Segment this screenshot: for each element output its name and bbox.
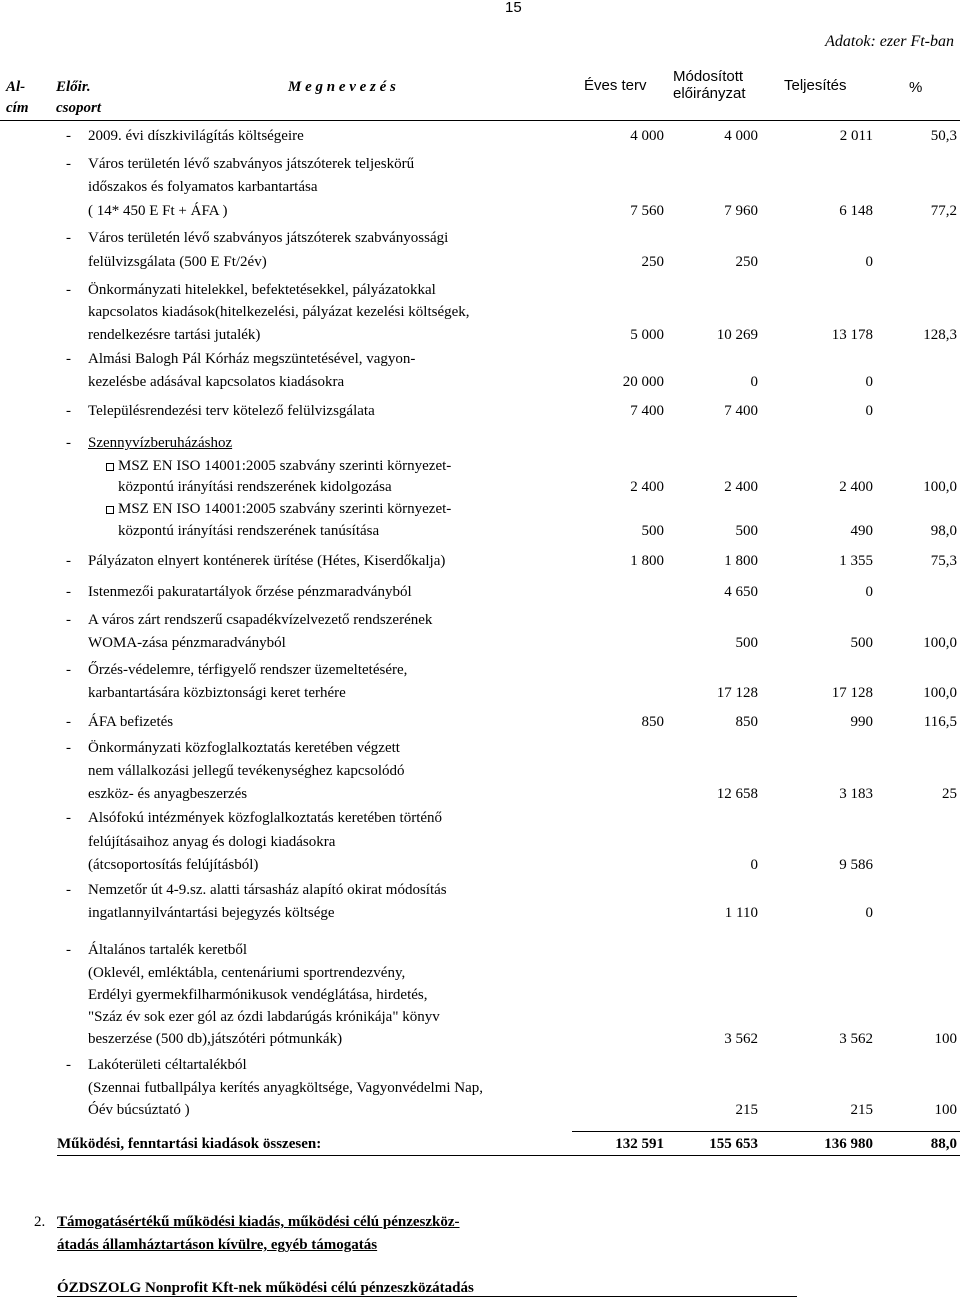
- row-text-line: Város területén lévő szabványos játszóterek teljeskörű: [88, 156, 415, 172]
- cell-modositott: 3 562: [724, 1031, 758, 1047]
- cell-eves-terv: 5 000: [630, 327, 664, 343]
- row-text-line: 2009. évi díszkivilágítás költségeire: [88, 128, 304, 144]
- row-text-line: Almási Balogh Pál Kórház megszüntetésével, vagyon-: [88, 351, 416, 367]
- header-teljesites: Teljesítés: [784, 77, 847, 94]
- row-text-line: Nemzetőr út 4-9.sz. alatti társasház alapító okirat módosítás: [88, 882, 447, 898]
- row-text-line: rendelkezésre tartási jutalék): [88, 327, 261, 343]
- cell-modositott: 2 400: [724, 479, 758, 495]
- row-text-line: A város zárt rendszerű csapadékvízelvezető rendszerének: [88, 612, 433, 628]
- cell-percent: 100,0: [923, 685, 957, 701]
- cell-eves-terv: 7 400: [630, 403, 664, 419]
- row-text-line: Településrendezési terv kötelező felülvizsgálata: [88, 403, 375, 419]
- cell-teljesites: 2 400: [839, 479, 873, 495]
- cell-teljesites: 1 355: [839, 553, 873, 569]
- cell-modositott: 250: [735, 254, 758, 270]
- cell-teljesites: 0: [865, 254, 873, 270]
- cell-modositott: 500: [735, 635, 758, 651]
- row-text-line: Óév búcsúztató ): [88, 1102, 190, 1118]
- cell-percent: 98,0: [930, 523, 957, 539]
- cell-percent: 128,3: [923, 327, 957, 343]
- cell-teljesites: 0: [865, 374, 873, 390]
- cell-eves-terv: 500: [641, 523, 664, 539]
- cell-modositott: 7 960: [724, 203, 758, 219]
- row-text-line: MSZ EN ISO 14001:2005 szabvány szerinti környezet-: [118, 501, 452, 517]
- row-text-line: WOMA-zása pénzmaradványból: [88, 635, 286, 651]
- cell-modositott: 1 110: [724, 905, 758, 921]
- cell-modositott: 4 650: [724, 584, 758, 600]
- cell-modositott: 12 658: [716, 786, 758, 802]
- total-modositott: 155 653: [709, 1136, 758, 1152]
- row-text-line: eszköz- és anyagbeszerzés: [88, 786, 248, 802]
- cell-teljesites: 0: [865, 905, 873, 921]
- cell-modositott: 10 269: [716, 327, 758, 343]
- row-text-line: Alsófokú intézmények közfoglalkoztatás keretében történő: [88, 810, 443, 826]
- total-label: Működési, fenntartási kiadások összesen:: [57, 1136, 322, 1152]
- cell-eves-terv: 2 400: [630, 479, 664, 495]
- cell-modositott: 17 128: [716, 685, 758, 701]
- header-eloir-2: csoport: [56, 100, 101, 116]
- row-dash: -: [66, 612, 71, 628]
- cell-eves-terv: 250: [641, 254, 664, 270]
- cell-teljesites: 6 148: [839, 203, 873, 219]
- page-number: 15: [505, 0, 522, 16]
- row-text-line: Őrzés-védelemre, térfigyelő rendszer üzemeltetésére,: [88, 662, 408, 678]
- row-text-line: Istenmezői pakuratartályok őrzése pénzmaradványból: [88, 584, 412, 600]
- row-dash: -: [66, 740, 71, 756]
- units-note: Adatok: ezer Ft-ban: [825, 33, 954, 50]
- cell-modositott: 500: [735, 523, 758, 539]
- row-text-line: Lakóterületi céltartalékból: [88, 1057, 247, 1073]
- cell-percent: 100,0: [923, 635, 957, 651]
- row-dash: -: [66, 403, 71, 419]
- row-text-line: felülvizsgálata (500 E Ft/2év): [88, 254, 267, 270]
- header-alcim-2: cím: [6, 100, 29, 116]
- section-number: 2.: [34, 1214, 46, 1230]
- row-text-line: Általános tartalék keretből: [88, 942, 248, 958]
- row-text-line: (Oklevél, emléktábla, centenáriumi sportrendezvény,: [88, 965, 406, 981]
- row-dash: -: [66, 584, 71, 600]
- cell-percent: 77,2: [930, 203, 957, 219]
- row-text-line: ÁFA befizetés: [88, 714, 174, 730]
- cell-eves-terv: 7 560: [630, 203, 664, 219]
- cell-teljesites: 9 586: [839, 857, 873, 873]
- row-dash: -: [66, 553, 71, 569]
- cell-modositott: 215: [735, 1102, 758, 1118]
- cell-modositott: 0: [750, 857, 758, 873]
- cell-percent: 100,0: [923, 479, 957, 495]
- row-text-line: Önkormányzati közfoglalkoztatás keretében végzett: [88, 740, 400, 756]
- row-dash: -: [66, 882, 71, 898]
- row-text-line: MSZ EN ISO 14001:2005 szabvány szerinti környezet-: [118, 458, 452, 474]
- total-eves-terv: 132 591: [615, 1136, 664, 1152]
- row-dash: -: [66, 351, 71, 367]
- row-text-line: beszerzése (500 db),játszótéri pótmunkák): [88, 1031, 343, 1047]
- cell-eves-terv: 20 000: [622, 374, 664, 390]
- row-text-line: kezelésbe adásával kapcsolatos kiadásokra: [88, 374, 345, 390]
- cell-modositott: 1 800: [724, 553, 758, 569]
- cell-teljesites: 17 128: [831, 685, 873, 701]
- header-alcim-1: Al-: [6, 79, 26, 95]
- cell-teljesites: 2 011: [839, 128, 873, 144]
- row-text-line: (Szennai futballpálya kerítés anyagköltsége, Vagyonvédelmi Nap,: [88, 1080, 484, 1096]
- cell-percent: 75,3: [930, 553, 957, 569]
- cell-teljesites: 3 183: [839, 786, 873, 802]
- row-dash: -: [66, 662, 71, 678]
- header-modositott-1: Módosított: [673, 68, 744, 85]
- total-teljesites: 136 980: [824, 1136, 873, 1152]
- row-text-line: felújításaihoz anyag és dologi kiadásokra: [88, 834, 336, 850]
- section-subtitle-rule: [57, 1296, 797, 1297]
- cell-teljesites: 215: [850, 1102, 873, 1118]
- header-eves-terv: Éves terv: [584, 77, 647, 94]
- total-percent: 88,0: [930, 1136, 957, 1152]
- cell-percent: 25: [942, 786, 957, 802]
- row-dash: -: [66, 942, 71, 958]
- row-text-line: (átcsoportosítás felújításból): [88, 857, 259, 873]
- cell-modositott: 850: [735, 714, 758, 730]
- row-text-line: Szennyvízberuházáshoz: [88, 435, 233, 451]
- row-text-line: ( 14* 450 E Ft + ÁFA ): [88, 203, 228, 219]
- row-text-line: nem vállalkozási jellegű tevékenységhez kapcsolódó: [88, 763, 405, 779]
- cell-eves-terv: 850: [641, 714, 664, 730]
- header-modositott-2: előirányzat: [673, 85, 746, 102]
- cell-teljesites: 13 178: [831, 327, 873, 343]
- row-text-line: Önkormányzati hitelekkel, befektetésekkel, pályázatokkal: [88, 282, 436, 298]
- cell-modositott: 0: [750, 374, 758, 390]
- header-megnevezes: M e g n e v e z é s: [288, 79, 396, 95]
- header-eloir-1: Előir.: [56, 79, 91, 95]
- cell-percent: 50,3: [930, 128, 957, 144]
- cell-teljesites: 0: [865, 403, 873, 419]
- header-percent: %: [909, 79, 923, 96]
- row-text-line: Erdélyi gyermekfilharmónikusok vendéglátása, hirdetés,: [88, 987, 428, 1003]
- row-dash: -: [66, 714, 71, 730]
- row-dash: -: [66, 282, 71, 298]
- row-text-line: karbantartására közbiztonsági keret terhére: [88, 685, 346, 701]
- total-bottom-rule: [57, 1155, 960, 1156]
- cell-teljesites: 500: [850, 635, 873, 651]
- cell-percent: 100: [934, 1031, 957, 1047]
- row-text-line: Pályázaton elnyert konténerek ürítése (Hétes, Kiserdőkalja): [88, 553, 446, 569]
- row-dash: -: [66, 1057, 71, 1073]
- row-dash: -: [66, 156, 71, 172]
- row-dash: -: [66, 230, 71, 246]
- section-title-line: átadás államháztartáson kívülre, egyéb támogatás: [57, 1237, 378, 1253]
- row-text-line: időszakos és folyamatos karbantartása: [88, 179, 318, 195]
- row-dash: -: [66, 128, 71, 144]
- cell-eves-terv: 4 000: [630, 128, 664, 144]
- cell-teljesites: 490: [850, 523, 873, 539]
- row-dash: -: [66, 810, 71, 826]
- cell-teljesites: 0: [865, 584, 873, 600]
- row-text-line: "Száz év sok ezer gól az ózdi labdarúgás krónikája" könyv: [88, 1009, 440, 1025]
- row-text-line: Város területén lévő szabványos játszóterek szabványossági: [88, 230, 449, 246]
- cell-percent: 116,5: [923, 714, 957, 730]
- cell-modositott: 4 000: [724, 128, 758, 144]
- row-dash: -: [66, 435, 71, 451]
- total-top-rule: [572, 1131, 960, 1132]
- section-title-line: Támogatásértékű működési kiadás, működési célú pénzeszköz-: [57, 1214, 460, 1230]
- cell-percent: 100: [934, 1102, 957, 1118]
- cell-teljesites: 3 562: [839, 1031, 873, 1047]
- cell-eves-terv: 1 800: [630, 553, 664, 569]
- cell-modositott: 7 400: [724, 403, 758, 419]
- section-subtitle: ÓZDSZOLG Nonprofit Kft-nek működési célú pénzeszközátadás: [57, 1280, 474, 1296]
- header-rule: [0, 120, 960, 121]
- row-text-line: ingatlannyilvántartási bejegyzés költsége: [88, 905, 335, 921]
- row-text-line: központú irányítási rendszerének tanúsítása: [118, 523, 380, 539]
- row-text-line: kapcsolatos kiadások(hitelkezelési, pályázat kezelési költségek,: [88, 304, 470, 320]
- row-text-line: központú irányítási rendszerének kidolgozása: [118, 479, 392, 495]
- cell-teljesites: 990: [850, 714, 873, 730]
